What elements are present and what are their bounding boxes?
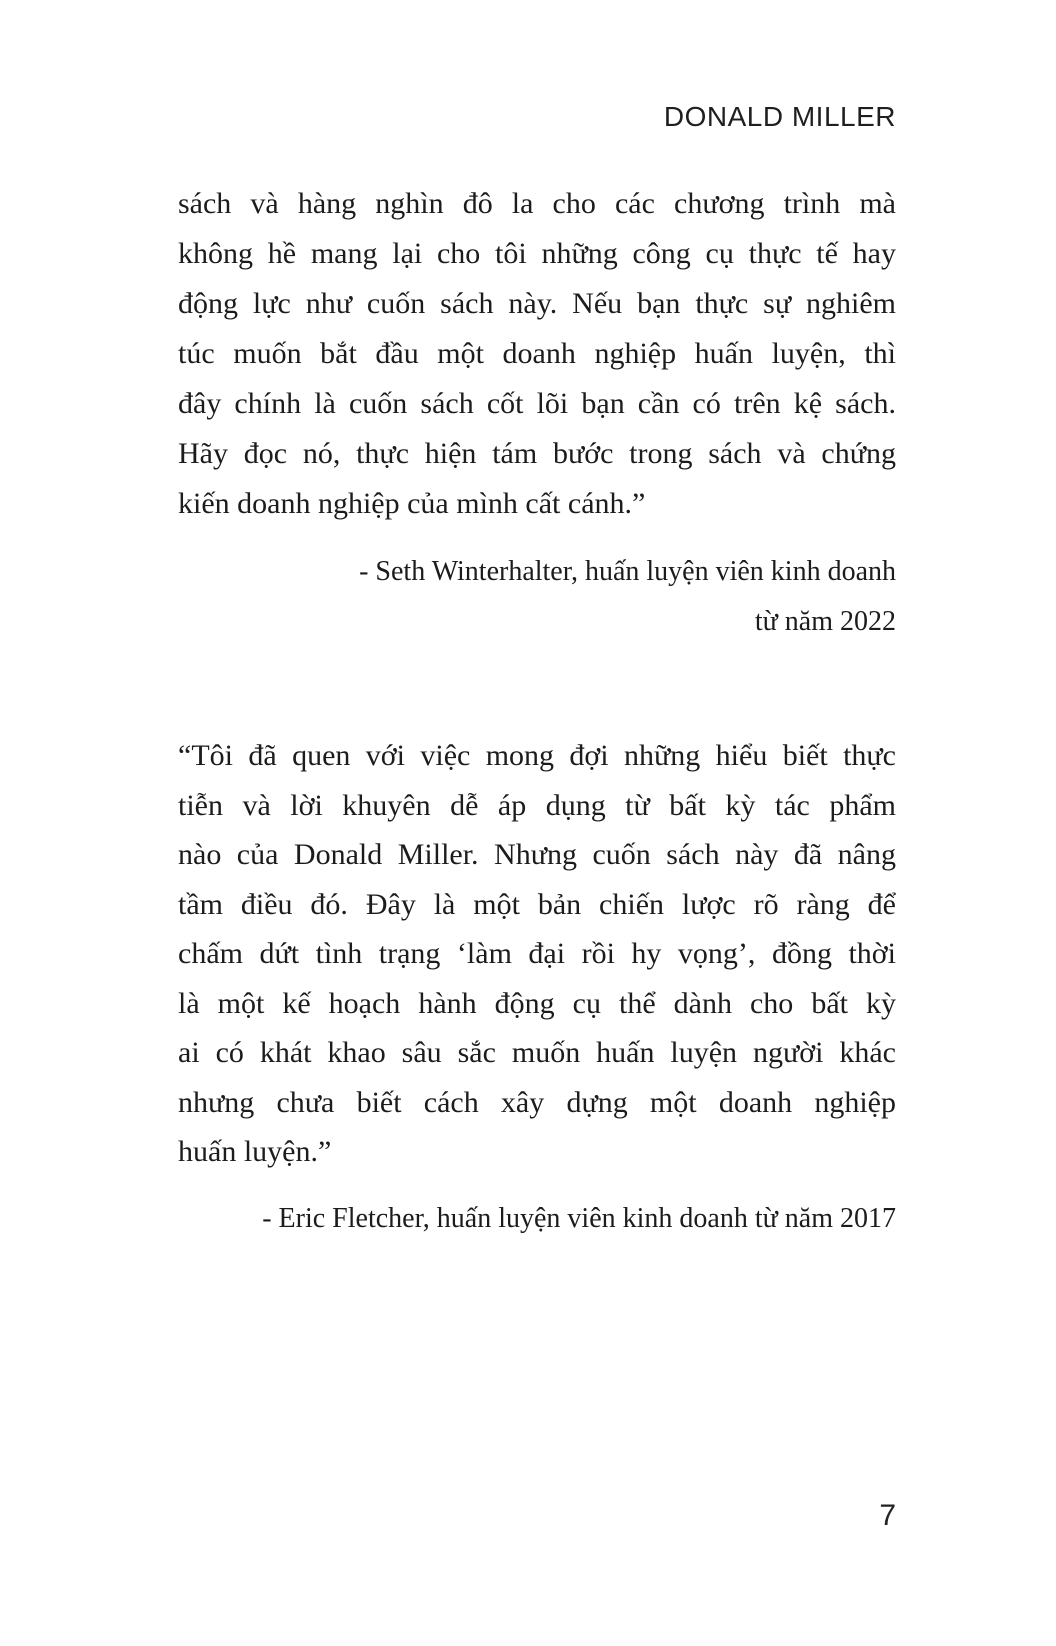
- body-line: không hề mang lại cho tôi những công cụ thực tế hay: [178, 237, 896, 270]
- body-line: “Tôi đã quen với việc mong đợi những hiểu biết thực: [178, 739, 896, 772]
- body-line: đây chính là cuốn sách cốt lõi bạn cần có trên kệ sách.: [178, 387, 896, 420]
- page-number: 7: [879, 1499, 896, 1532]
- attribution-eric-fletcher: [178, 1194, 896, 1244]
- body-line: nhưng chưa biết cách xây dựng một doanh nghiệp: [178, 1085, 896, 1119]
- body-line: động lực như cuốn sách này. Nếu bạn thực sự nghiêm: [178, 287, 896, 320]
- body-line: là một kế hoạch hành động cụ thể dành cho bất kỳ: [178, 986, 896, 1020]
- body-line: tầm điều đó. Đây là một bản chiến lược rõ ràng để: [178, 887, 896, 921]
- running-header: DONALD MILLER: [663, 101, 896, 132]
- body-line: chấm dứt tình trạng ‘làm đại rồi hy vọng’, đồng thời: [178, 937, 896, 970]
- body-line: ai có khát khao sâu sắc muốn huấn luyện người khác: [178, 1036, 896, 1069]
- body-line: huấn luyện.”: [178, 1135, 332, 1168]
- body-line: túc muốn bắt đầu một doanh nghiệp huấn luyện, thì: [178, 337, 896, 370]
- attribution-name-line: - Eric Fletcher, huấn luyện viên kinh doanh từ năm 2017: [262, 1203, 896, 1234]
- testimonial-quote-2: [178, 731, 896, 1177]
- body-line: nào của Donald Miller. Nhưng cuốn sách này đã nâng: [178, 838, 896, 871]
- attribution-year-line: từ năm 2022: [754, 606, 896, 637]
- body-line: kiến doanh nghiệp của mình cất cánh.”: [178, 487, 646, 520]
- attribution-seth-winterhalter: [178, 547, 896, 647]
- body-line: tiễn và lời khuyên dễ áp dụng từ bất kỳ tác phẩm: [178, 788, 896, 822]
- attribution-name-line: - Seth Winterhalter, huấn luyện viên kinh doanh: [359, 556, 896, 587]
- testimonial-quote-1: [178, 179, 896, 529]
- body-line: Hãy đọc nó, thực hiện tám bước trong sách và chứng: [178, 437, 896, 470]
- body-line: sách và hàng nghìn đô la cho các chương trình mà: [178, 187, 896, 220]
